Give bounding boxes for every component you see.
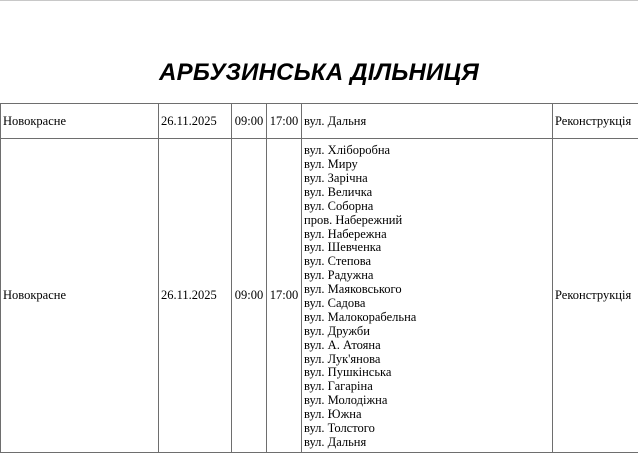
street-name: вул. Дальня [304,434,367,449]
street-name: вул. Дружби [304,323,370,338]
street-name: вул. Соборна [304,198,374,213]
reason-cell: Реконструкція [553,139,638,453]
street-name: вул. Садова [304,296,366,310]
street-name: вул. Величка [304,184,373,199]
street-name: вул. Малокорабельна [304,309,417,324]
street-name: вул. Степова [304,254,372,269]
street-name: вул. Маяковського [304,282,402,297]
date-cell: 26.11.2025 [159,139,232,453]
streets-cell [302,104,553,139]
street-name: вул. Пушкінська [304,365,392,380]
street-name: вул. Лук'янова [304,351,381,366]
end-time-cell: 17:00 [267,104,302,139]
streets-cell [302,139,553,453]
street-name: вул. Шевченка [304,240,382,255]
outage-schedule-table [0,103,638,453]
street-name: вул. Толстого [304,421,375,436]
street-name: вул. Хліборобна [304,143,391,158]
reason-cell: Реконструкція [553,104,638,139]
street-name: вул. Южна [304,407,362,422]
street-list [304,141,550,450]
date-cell: 26.11.2025 [159,104,232,139]
street-name: вул. Миру [304,157,358,172]
start-time-cell: 09:00 [232,139,267,453]
street-name: вул. Набережна [304,226,387,241]
end-time-cell: 17:00 [267,139,302,453]
street-name: вул. Зарічна [304,170,368,185]
table-row [1,104,638,139]
village-cell: Новокрасне [1,139,159,453]
street-name: вул. Гагаріна [304,379,373,394]
page-title: АРБУЗИНСЬКА ДІЛЬНИЦЯ [159,59,479,86]
street-name: вул. Радужна [304,268,374,283]
street-name: вул. Молодіжна [304,393,388,408]
village-cell: Новокрасне [1,104,159,139]
street-name: вул. А. Атояна [304,337,381,352]
start-time-cell: 09:00 [232,104,267,139]
top-divider [0,0,638,1]
street-name: пров. Набережний [304,212,403,227]
street-name: вул. Дальня [304,113,367,128]
table-row [1,139,638,453]
